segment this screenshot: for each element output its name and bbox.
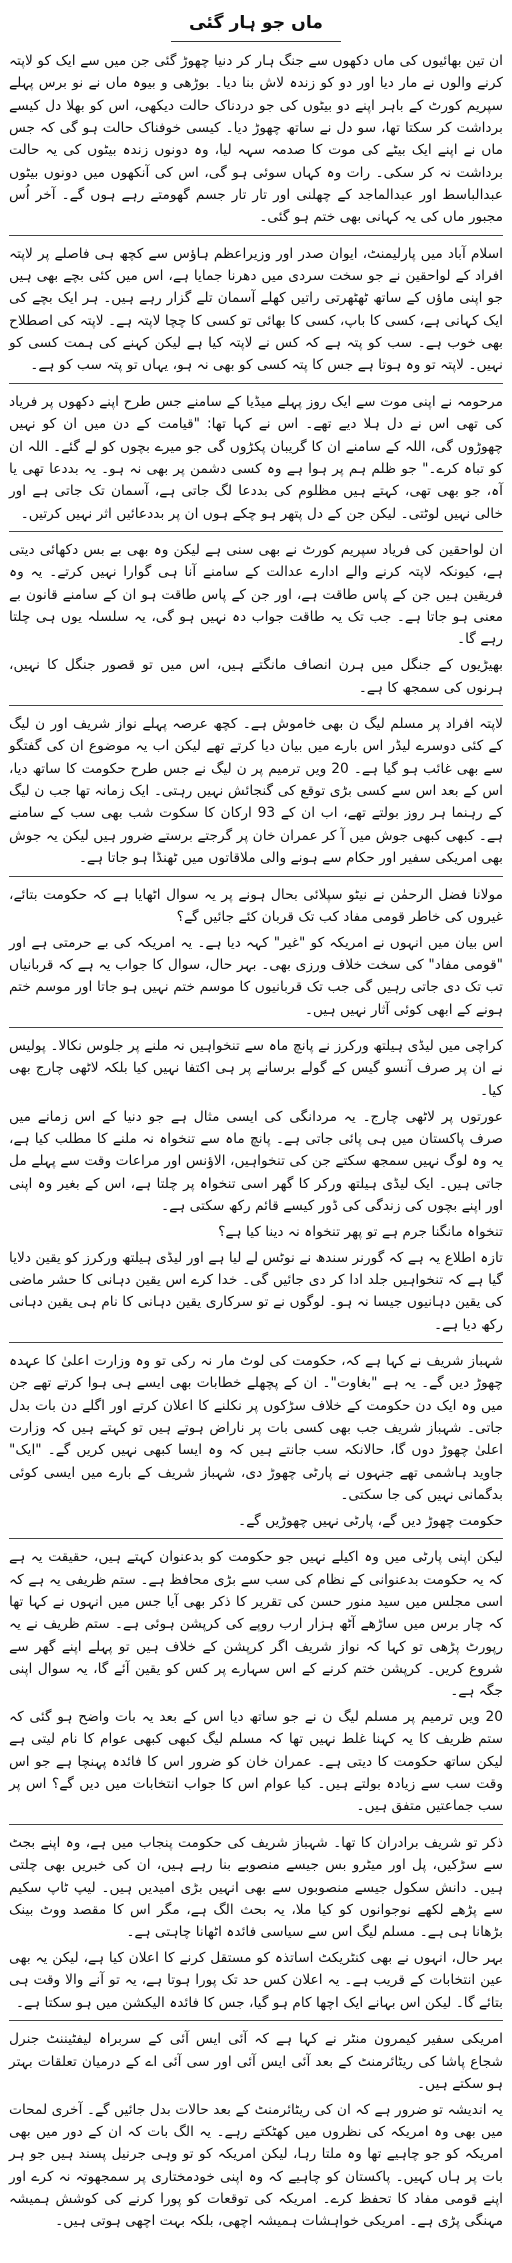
column-section <box>9 1350 503 1532</box>
section-divider <box>9 1824 503 1825</box>
column-paragraph: اسلام آباد میں پارلیمنٹ، ایوان صدر اور وزیراعظم ہاؤس سے کچھ ہی فاصلے پر لاپتہ افراد کے لواحقین نے جو سخت سردی میں دھرنا جمایا ہے، اس میں کئی بچے بھی ہیں جو اپنی ماؤں کے ساتھ ٹھٹھرتی راتیں کھلے آسمان تلے گزار رہے ہیں۔ ہر ایک بچے کی ایک کہانی ہے، کسی کا باپ، کسی کا بھائی تو کسی کا چچا لاپتہ ہے۔ لاپتہ کی اصطلاح بھی خوب ہے۔ سب کو پتہ ہے کہ کس نے لاپتہ کیا ہے لیکن کہنے کی ہمت کسی کو نہیں۔ لاپتہ تو وہ ہوتا ہے جس کا پتہ کسی کو بھی نہ ہو، یہاں تو پتہ سب کو ہے۔ <box>9 245 503 374</box>
column-paragraph: بھیڑیوں کے جنگل میں ہرن انصاف مانگتے ہیں، اس میں تو قصور جنگل کا نہیں، ہرنوں کی سمجھ کا ہے۔ <box>9 657 503 696</box>
section-divider <box>9 383 503 384</box>
column-section <box>9 391 503 525</box>
column-paragraph: یہ اندیشہ تو ضرور ہے کہ ان کی ریٹائرمنٹ کے بعد حالات بدل جائیں گے۔ آخری لمحات میں بھی وہ امریکہ کی نظروں میں کھٹکتے رہے۔ یہ الگ بات کہ ان کے دور میں بھی امریکہ کو جو چاہیے تھا وہ ملتا رہا، لیکن امریکہ کو تو وہی جرنیل پسند ہیں جو ہر بات پر ہاں کہیں۔ پاکستان کو چاہیے کہ وہ اپنی خودمختاری پر سمجھوتہ نہ کرے اور اپنے قومی مفاد کا تحفظ کرے۔ امریکہ کی توقعات کو پورا کرنے کی کوشش ہمیشہ مہنگی پڑی ہے۔ امریکی خواہشات ہمیشہ اچھی، بلکہ بہت اچھی ہوتی ہیں۔ <box>9 2101 503 2230</box>
column-paragraph: ذکر تو شریف برادران کا تھا۔ شہباز شریف کی حکومت پنجاب میں ہے، وہ اپنے بجٹ سے سڑکیں، پل اور میٹرو بس جیسے منصوبے بنا رہے ہیں، ان کی خبریں بھی چلتی ہیں۔ دانش سکول جیسے منصوبوں سے بھی انہیں بڑی امیدیں ہیں۔ لیپ ٹاپ سکیم سے پڑھے لکھے نوجوانوں کو کیا ملا، یہ بحث الگ ہے، مگر اس کا مقصد ووٹ بینک بڑھانا ہی ہے۔ مسلم لیگ اس سے سیاسی فائدہ اٹھانا چاہتی ہے۔ <box>9 1834 503 1941</box>
column-paragraph: تنخواہ مانگنا جرم ہے تو پھر تنخواہ نہ دینا کیا ہے؟ <box>218 1223 503 1240</box>
section-divider <box>9 1538 503 1539</box>
column-section <box>9 713 503 869</box>
column-section <box>9 50 503 229</box>
column-paragraph: بہر حال، انہوں نے بھی کنٹریکٹ اساتذہ کو مستقل کرنے کا اعلان کیا ہے، لیکن یہ بھی عین انتخابات کے قریب ہے۔ یہ اعلان کس حد تک پورا ہوتا ہے، یہ تو آنے والا وقت ہی بتائے گا۔ لیکن اس بہانے ایک اچھا کام ہو گیا، جس کا فائدہ الیکشن میں ہو سکتا ہے۔ <box>9 1950 503 2011</box>
column-section <box>9 539 503 699</box>
column-paragraph: امریکی سفیر کیمرون منٹر نے کہا ہے کہ آئی ایس آئی کے سربراہ لیفٹیننٹ جنرل شجاع پاشا کی ریٹائرمنٹ کے بعد آئی ایس آئی اور سی آئی اے کے درمیان تعلقات بہتر ہو سکتے ہیں۔ <box>9 2031 503 2092</box>
column-section <box>9 2028 503 2233</box>
column-paragraph: کراچی میں لیڈی ہیلتھ ورکرز نے پانچ ماہ سے تنخواہیں نہ ملنے پر جلوس نکالا۔ پولیس نے ان پر صرف آنسو گیس کے گولے برسانے پر ہی اکتفا نہیں کیا بلکہ لاٹھی چارج بھی کیا۔ <box>9 1038 503 1099</box>
section-divider <box>9 705 503 706</box>
column-section <box>9 1035 503 1336</box>
column-paragraph: اس بیان میں انہوں نے امریکہ کو "غیر" کہہ دیا ہے۔ یہ امریکہ کی بے حرمتی ہے اور "قومی مفاد" کی سخت خلاف ورزی بھی۔ بہر حال، سوال کا جواب یہ ہے کہ قربانیاں تب تک دی جاتی رہیں گی جب تک قربانیوں کا موسم ختم نہیں ہو جاتا اور موسم ختم ہونے کے ابھی کوئی آثار نہیں ہیں۔ <box>9 934 503 1018</box>
column-paragraph: عورتوں پر لاٹھی چارج۔ یہ مردانگی کی ایسی مثال ہے جو دنیا کے اس زمانے میں صرف پاکستان میں ہی پائی جاتی ہے۔ پانچ ماہ سے تنخواہ نہ ملنے کا مطلب کیا ہے، یہ وہ لوگ نہیں سمجھ سکتے جن کی تنخواہیں، الاؤنس اور مراعات وقت سے پہلے مل جاتی ہیں۔ ایک لیڈی ہیلتھ ورکر کا گھر اسی تنخواہ پر چلتا ہے، اس کے بغیر وہ اپنی اور اپنے بچوں کی زندگی کی ڈور کیسے قائم رکھ سکتی ہے۔ <box>9 1108 503 1214</box>
column-section <box>9 1832 503 2014</box>
column-section <box>9 243 503 377</box>
section-divider <box>9 2020 503 2021</box>
section-divider <box>9 1027 503 1028</box>
column-section <box>9 884 503 1022</box>
column-paragraph: مولانا فضل الرحمٰن نے نیٹو سپلائی بحال ہونے پر یہ سوال اٹھایا ہے کہ حکومت بتائے، غیروں کی خاطر قومی مفاد کب تک قربان کئے جائیں گے؟ <box>9 886 503 925</box>
column-paragraph: حکومت چھوڑ دیں گے، پارٹی نہیں چھوڑیں گے۔ <box>238 1512 503 1529</box>
column-paragraph: لاپتہ افراد پر مسلم لیگ ن بھی خاموش ہے۔ کچھ عرصہ پہلے نواز شریف اور ن لیگ کے کئی دوسرے لیڈر اس بارے میں بیان دیا کرتے تھے لیکن اب یہ موضوع ان کی گفتگو سے بھی غائب ہو گیا ہے۔ 20 ویں ترمیم پر ن لیگ نے جس طرح حکومت کا ساتھ دیا، اس کے بعد اس سے کسی بڑی توقع کی گنجائش نہیں رہتی۔ ایک زمانہ تھا جب ن لیگ کے رہنما ہر روز بولتے تھے، اب ان کے 93 ارکان کا سکوت شب بھی سب کے سامنے ہے۔ کبھی کبھی جوش میں آ کر عمران خان پر گرجتے برستے ضرور ہیں لیکن یہ جوش بھی امریکی سفیر اور حکام سے ہونے والی ملاقاتوں میں ٹھنڈا ہو جاتا ہے۔ <box>9 716 503 867</box>
column-paragraph: ان لواحقین کی فریاد سپریم کورٹ نے بھی سنی ہے لیکن وہ بھی بے بس دکھائی دیتی ہے، کیونکہ لاپتہ کرنے والے ادارے عدالت کے سامنے آنا ہی گوارا نہیں کرتے۔ یہ وہ فریقین ہیں جن کے پاس طاقت ہے، اور جن کے پاس طاقت ہو ان کے سامنے قانون بے معنی ہو جاتا ہے۔ جب تک یہ طاقت جواب دہ نہیں ہو گی، یہ سلسلہ یوں ہی چلتا رہے گا۔ <box>9 542 503 648</box>
column-header <box>9 10 503 42</box>
section-divider <box>9 235 503 236</box>
column-paragraph: شہباز شریف نے کہا ہے کہ، حکومت کی لوٹ مار نہ رکی تو وہ وزارت اعلیٰ کا عہدہ چھوڑ دیں گے۔ یہ ہے "بغاوت"۔ ان کے پچھلے خطابات بھی ایسے ہی ہوا کرتے تھے جن میں وہ ایک دن حکومت کے خلاف سڑکوں پر نکلنے کا اعلان کرتے اور اگلے دن بات بدل جاتی۔ شہباز شریف جب بھی کسی بات پر ناراض ہوتے ہیں تو کہتے ہیں کہ وزارت اعلیٰ چھوڑ دوں گا، حالانکہ سب جانتے ہیں کہ وہ ایسا کبھی نہیں کریں گے۔ "ایک" جاوید ہاشمی تھے جنہوں نے پارٹی چھوڑ دی، شہباز شریف کے بارے میں ایسی کوئی بدگمانی نہیں کی جا سکتی۔ <box>9 1352 503 1504</box>
section-divider <box>9 876 503 877</box>
column-paragraph: ان تین بھائیوں کی ماں دکھوں سے جنگ ہار کر دنیا چھوڑ گئی جن میں سے ایک کو لاپتہ کرنے والوں نے مار دیا اور دو کو زندہ لاش بنا دیا۔ بوڑھی و بیوہ ماں نے نو برس پہلے سپریم کورٹ کے باہر اپنے دو بیٹوں کی جو دردناک حالت دیکھی، اس کو بھلا دل کیسے برداشت کر سکتا تھا، سو دل نے ساتھ چھوڑ دیا۔ کیسی خوفناک حالت ہو گی کہ جس ماں نے اپنے ایک بیٹے کی موت کا صدمہ سہہ لیا، وہ دونوں زندہ بیٹوں کی یہ حالت برداشت نہ کر سکی۔ رات وہ کہاں سوئی ہو گی، اس کی آنکھوں میں دونوں بیٹوں عبدالباسط اور عبدالماجد کے چھلنی اور تار تار جسم گھومتے رہے ہوں گے۔ آخر اُس مجبور ماں کی یہ کہانی بھی ختم ہو گئی۔ <box>9 52 503 226</box>
column-paragraph: تازہ اطلاع یہ ہے کہ گورنر سندھ نے نوٹس لے لیا ہے اور لیڈی ہیلتھ ورکرز کو یقین دلایا گیا ہے کہ تنخواہیں جلد ادا کر دی جائیں گی۔ خدا کرے اس یقین دہانی کا حشر ماضی کی یقین دہانیوں جیسا نہ ہو۔ لوگوں نے تو سرکاری یقین دہانی کا نام ہی یقین دہانی رکھ دیا ہے۔ <box>9 1249 503 1333</box>
column-title: ماں جو ہار گئی <box>171 10 341 42</box>
column-section <box>9 1546 503 1818</box>
column-paragraph: لیکن اپنی پارٹی میں وہ اکیلے نہیں جو حکومت کو بدعنوان کہتے ہیں، حقیقت یہ ہے کہ یہ حکومت بدعنوانی کے نظام کی سب سے بڑی محافظ ہے۔ ستم ظریفی یہ ہے کہ اسی مجلس میں سید منور حسن کی تقریر کا ذکر بھی آیا جس میں انہوں نے کہا تھا کہ چار برس میں ساڑھے آٹھ ہزار ارب روپے کی کرپشن ہوئی ہے۔ ستم ظریف نے یہ رپورٹ پڑھی تو کہا کہ نواز شریف اگر کرپشن کے خلاف ہیں تو پہلے اپنے گھر سے شروع کریں۔ کرپشن ختم کرنے کے اس سہارے پر کس کو یقین آئے گا، یہ سوال اپنی جگہ ہے۔ <box>9 1549 503 1700</box>
section-divider <box>9 531 503 532</box>
column-paragraph: 20 ویں ترمیم پر مسلم لیگ ن نے جو ساتھ دیا اس کے بعد یہ بات واضح ہو گئی کہ ستم ظریف کا یہ کہنا غلط نہیں تھا کہ مسلم لیگ کبھی کبھی عوام کا نام لیتی ہے لیکن ساتھ حکومت کا دیتی ہے۔ عمران خان کو ضرور اس کا فائدہ پہنچا ہے جو اس وقت سب سے زیادہ بولتے ہیں۔ کیا عوام اس کا جواب انتخابات میں دیں گے؟ اس پر سب جماعتیں متفق ہیں۔ <box>9 1709 503 1815</box>
section-divider <box>9 1342 503 1343</box>
column-paragraph: مرحومہ نے اپنی موت سے ایک روز پہلے میڈیا کے سامنے جس طرح اپنے دکھوں پر فریاد کی تھی اس نے دل ہلا دیے تھے۔ اس نے کہا تھا: "قیامت کے دن میں ان کو نہیں چھوڑوں گی، اللہ کے سامنے ان کا گریبان پکڑوں گی جو میرے بچوں کو لے گئے۔ اللہ ان کو تباہ کرے۔" جو ظلم ہم پر ہوا ہے وہ کسی دشمن پر بھی نہ ہو۔ یہ بددعا تھی یا آہ، جو بھی تھی، کہتے ہیں مظلوم کی بددعا لگ جاتی ہے، آسمان تک جاتی ہے اور خالی نہیں لوٹتی۔ لیکن جن کے دل پتھر ہو چکے ہوں ان پر بددعائیں اثر نہیں کرتیں۔ <box>9 393 503 522</box>
